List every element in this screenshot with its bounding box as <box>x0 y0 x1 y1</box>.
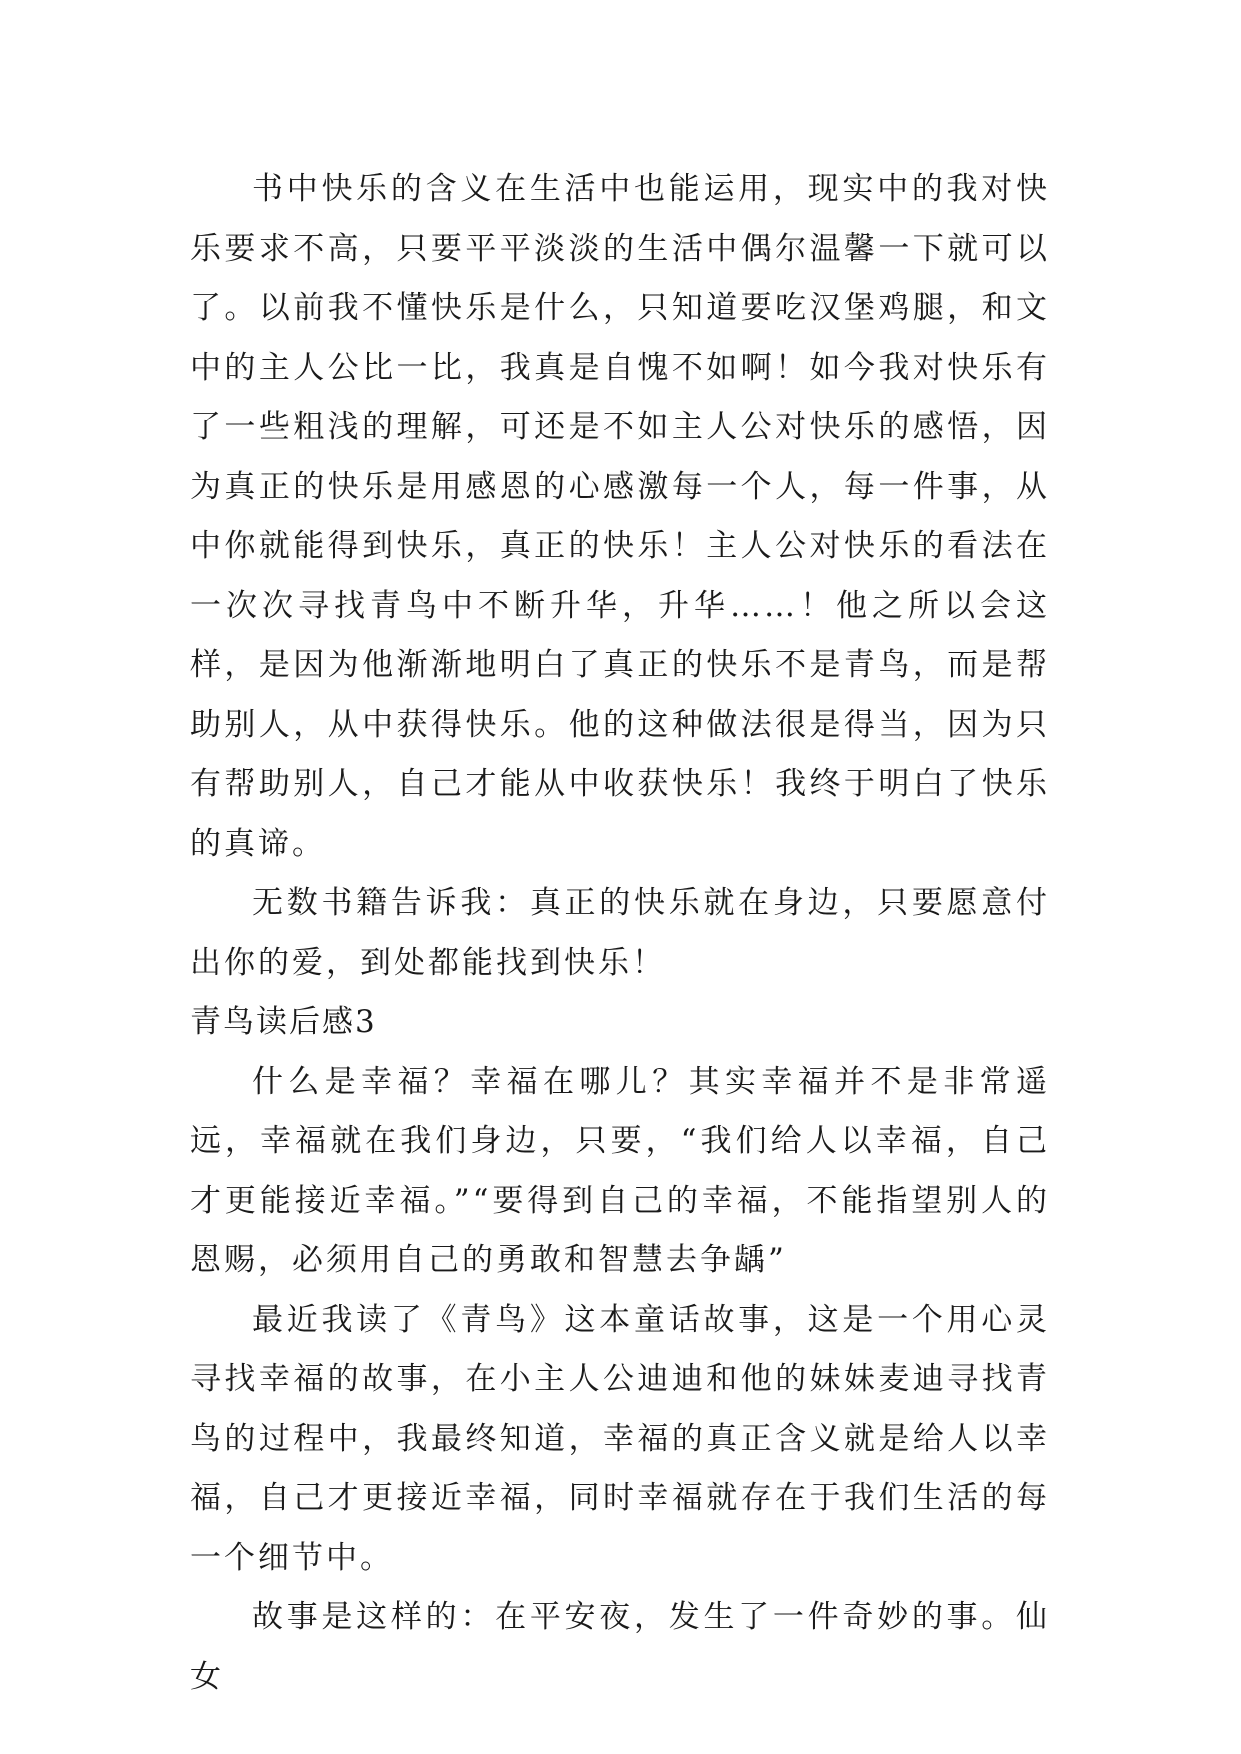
paragraph-story-begins: 故事是这样的：在平安夜，发生了一件奇妙的事。仙女 <box>190 1599 1050 1695</box>
document-body <box>190 160 1050 1707</box>
paragraph-happiness-meaning: 书中快乐的含义在生活中也能运用，现实中的我对快乐要求不高，只要平平淡淡的生活中偶尔温馨一下就可以了。以前我不懂快乐是什么，只知道要吃汉堡鸡腿，和文中的主人公比一比，我真是自愧不如啊！如今我对快乐有了一些粗浅的理解，可还是不如主人公对快乐的感悟，因为真正的快乐是用感恩的心感激每一个人，每一件事，从中你就能得到快乐，真正的快乐！主人公对快乐的看法在一次次寻找青鸟中不断升华，升华……！他之所以会这样，是因为他渐渐地明白了真正的快乐不是青鸟，而是帮助别人，从中获得快乐。他的这种做法很是得当，因为只有帮助别人，自己才能从中收获快乐！我终于明白了快乐的真谛。 <box>190 171 1050 862</box>
paragraph-recently-read: 最近我读了《青鸟》这本童话故事，这是一个用心灵寻找幸福的故事，在小主人公迪迪和他的妹妹麦迪寻找青鸟的过程中，我最终知道，幸福的真正含义就是给人以幸福，自己才更接近幸福，同时幸福就存在于我们生活的每一个细节中。 <box>190 1301 1050 1576</box>
paragraph-books-tell-me: 无数书籍告诉我：真正的快乐就在身边，只要愿意付出你的爱，到处都能找到快乐！ <box>190 885 1050 981</box>
paragraph-what-is-happiness: 什么是幸福？幸福在哪儿？其实幸福并不是非常遥远，幸福就在我们身边，只要，“我们给人以幸福，自己才更能接近幸福。”“要得到自己的幸福，不能指望别人的恩赐，必须用自己的勇敢和智慧去争龋” <box>190 1063 1050 1278</box>
section-heading: 青鸟读后感3 <box>190 1004 377 1040</box>
